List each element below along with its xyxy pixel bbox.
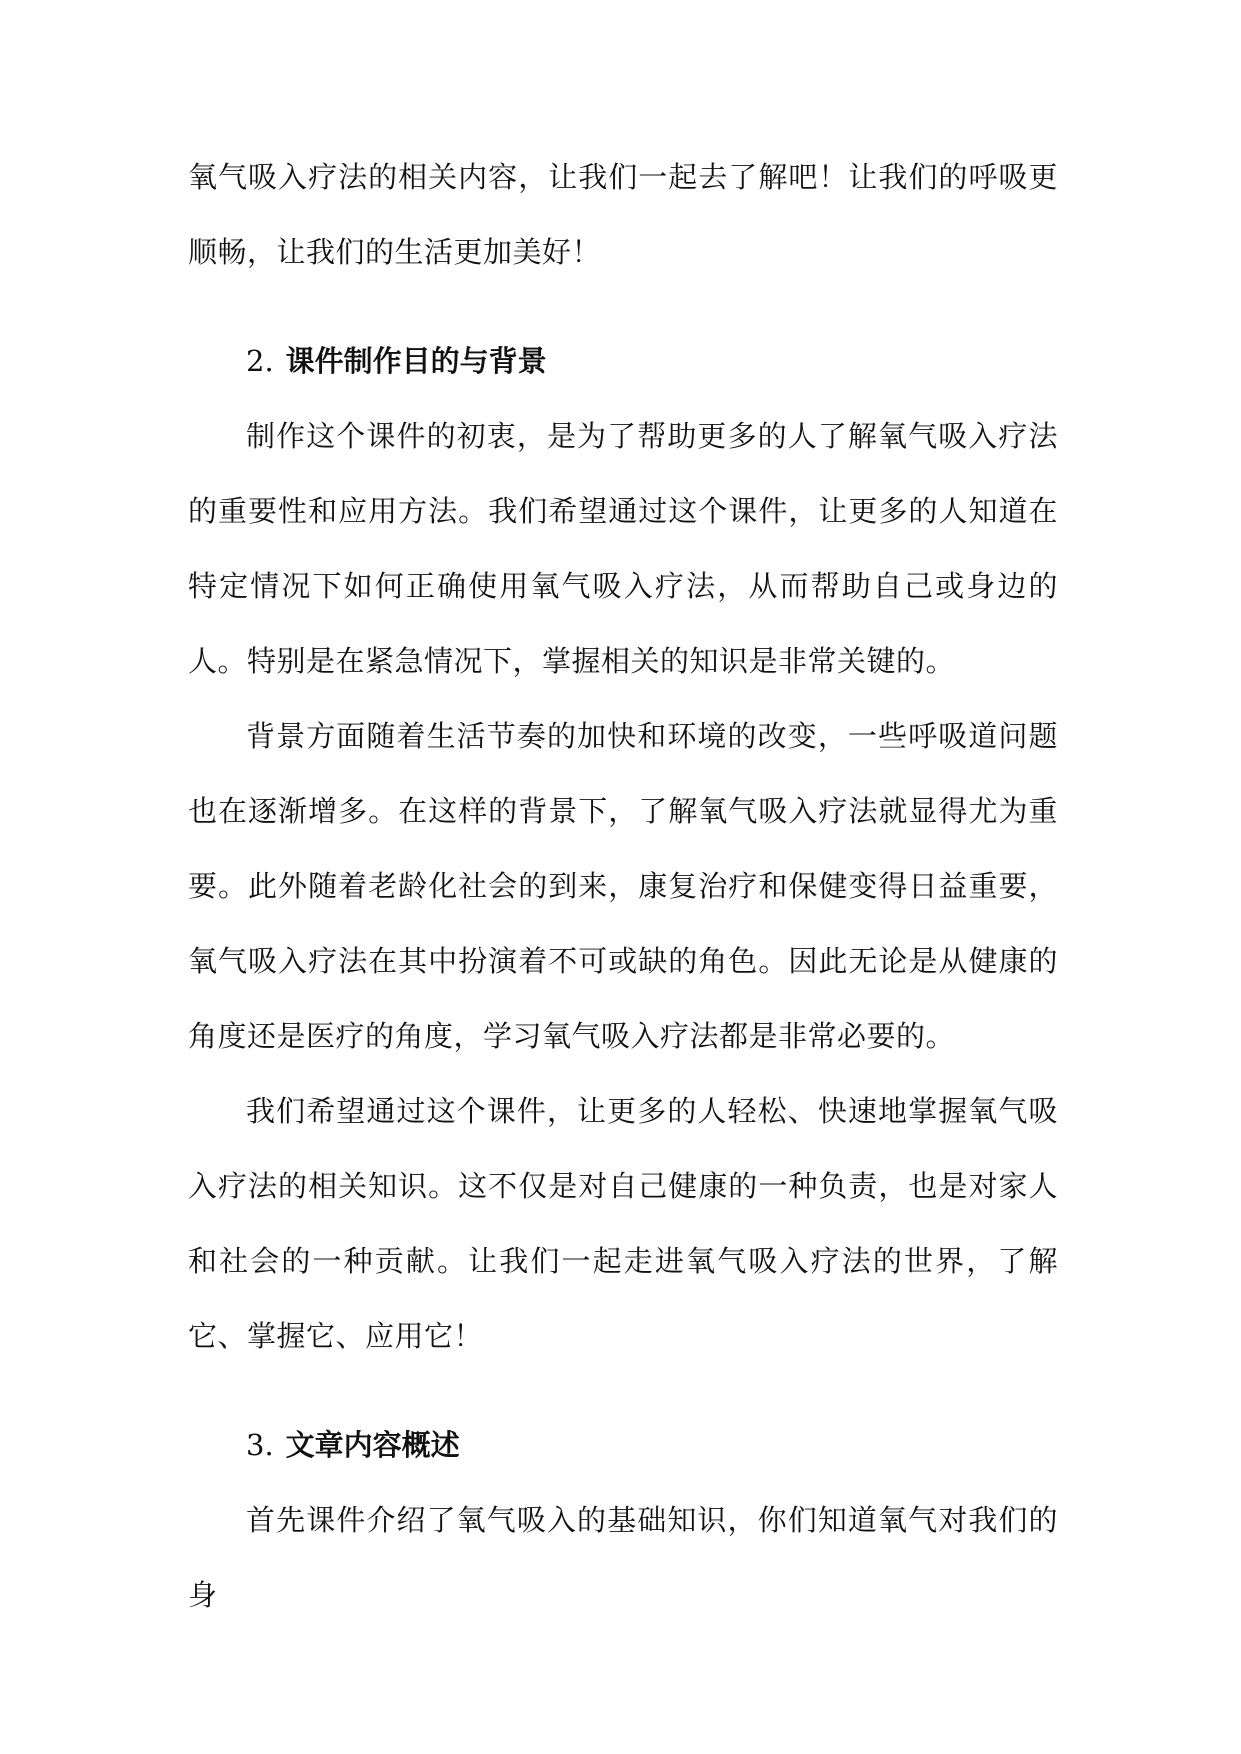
intro-paragraph-continued: 氧气吸入疗法的相关内容，让我们一起去了解吧！让我们的呼吸更顺畅，让我们的生活更加美好！ [188,160,1058,269]
section-title: 文章内容概述 [285,1428,460,1462]
section-number: 2. [246,344,274,378]
section-heading-3 [188,1408,1058,1483]
body-paragraph: 背景方面随着生活节奏的加快和环境的改变，一些呼吸道问题也在逐渐增多。在这样的背景下，了解氧气吸入疗法就显得尤为重要。此外随着老龄化社会的到来，康复治疗和保健变得日益重要，氧气吸入疗法在其中扮演着不可或缺的角色。因此无论是从健康的角度还是医疗的角度，学习氧气吸入疗法都是非常必要的。 [188,719,1058,1053]
section-heading-2 [188,324,1058,399]
section-number: 3. [246,1428,274,1462]
body-paragraph: 首先课件介绍了氧气吸入的基础知识，你们知道氧气对我们的身 [188,1503,1058,1612]
body-paragraph: 制作这个课件的初衷，是为了帮助更多的人了解氧气吸入疗法的重要性和应用方法。我们希望通过这个课件，让更多的人知道在特定情况下如何正确使用氧气吸入疗法，从而帮助自己或身边的人。特别是在紧急情况下，掌握相关的知识是非常关键的。 [188,419,1058,678]
body-paragraph: 我们希望通过这个课件，让更多的人轻松、快速地掌握氧气吸入疗法的相关知识。这不仅是对自己健康的一种负责，也是对家人和社会的一种贡献。让我们一起走进氧气吸入疗法的世界，了解它、掌握它、应用它！ [188,1094,1058,1353]
section-title: 课件制作目的与背景 [285,344,547,378]
document-body [188,140,1058,1633]
